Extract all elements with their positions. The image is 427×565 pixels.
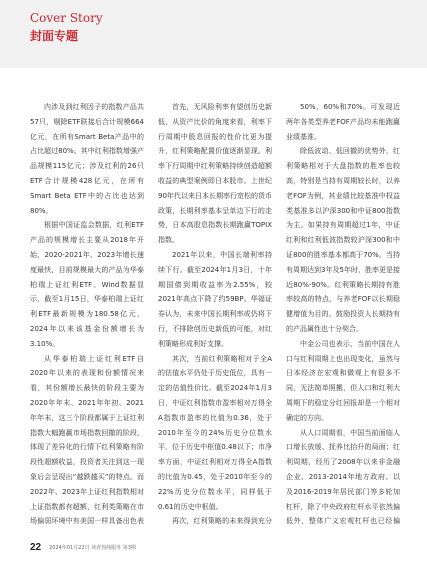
paragraph: 50%、60%和70%。可发现近两年各类型养老FOF产品均未能跑赢业绩基准。 [286, 103, 400, 141]
text-column-2 [158, 100, 272, 530]
section-title-en: Cover Story [30, 11, 103, 25]
paragraph: 其次，当前红利策略相对于全A的估值水平仍处于历史低位，具有一定的估值性价比。截至2024年1月3日，中证红利指数市盈率相对万得全A指数市盈率的比值为0.36，处于2010年至今的24%历史分位数水平，位于历史中枢值0.48以下；市净率方面，中证红利相对万得全A指数的比值为0.45，处于2010年至今的22%历史分位数水平，同样低于0.61的历史中枢值。 [158, 354, 272, 511]
page-number: 22 [30, 541, 42, 553]
paragraph: 除低波动、低回撤的优势外，红利策略相对于大盘指数的胜率也较高，特别是当持有周期较长时，以养老FOF为例，其业绩比较基准中权益类基准多以沪深300和中证800指数为主。如果持有周期超过1年，中证红利和红利低波指数较沪深300和中证800的胜率基本都高于70%。当持有周期达到3年及5年时，胜率更是接近80%-90%。红利策略长期持有胜率较高的特点，与养老FOF以长期稳健增值为目的、鼓励投资人长期持有的产品属性也十分契合。 [286, 147, 400, 333]
paragraph: 再次，红利策略的未来得到充分 [172, 517, 272, 526]
issue-info: 2024年01月22日 读者热线服务 第3期 [49, 544, 136, 551]
paragraph: 从人口周期看，中国当前面临人口增长放缓、抚养比抬升的局面；红利周期，经历了2008年以来非金融企业、2013-2014年地方政府、以及2016-2019年居民部门等多轮加杠杆，除了中央政府杠杆水平依然偏低外，整体广义宏观杠杆也已经偏 [286, 428, 400, 526]
paragraph: 首先，无风险利率有望创历史新低，从资产比价的角度来看，利率下行周期中股息回报的性价比更为提升，红利策略配置价值逐渐显现。利率下行周期中红利策略持续创造超额收益的典型案例即日本股市。上世纪90年代以来日本长期率行宽松的货币政策，长期利率基本呈单边下行的走势，日本高股息指数长期跑赢TOPIX指数。 [158, 103, 272, 245]
paragraph: 中金公司也表示，当前中国在人口与红利周期上也出现变化，虽然与日本经济在宏观和微观上有很多不同，无法简单照搬，但人口和红利大周期下的稳定分红回报却是一个相对确定的方向。 [286, 339, 400, 422]
paragraph: 从华泰柏瑞上证红利ETF自2020年以来的表现和份额情况来看，其份额增长最快的阶段主要为2020年年末、2021年年初、2021年年末，这三个阶段都属于上证红利指数大幅跑赢市场指数回撤的阶段，体现了差异化的行情下红利策略有阶段性超额收益，投资者关注到这一现象后会呈现出“越跌越买”的特点。而2022年、2023年上证红利指数相对上证指数都有超额，红利类策略在市场偏弱环境中有美国一样具备出色表 [30, 354, 144, 526]
page-footer [30, 541, 136, 553]
paragraph: 内涉及到红利因子的指数产品共57只，剔除ETF联接后合计规模664亿元，在所有Smart Beta产品中的占比超过80%。其中红利指数增强产品规模115亿元；涉及红利的26只ETF合计规模428亿元，在所有Smart Beta ETF中的占比也达到80%。 [30, 103, 144, 215]
text-column-1 [30, 100, 144, 530]
text-column-3 [286, 100, 400, 530]
paragraph: 2021年以来，中国长端利率持续下行。截至2024年1月3日，十年期国债到期收益率为2.55%，较2021年高点下降了约59BP。华福证券认为，未来中国长期利率或仍将下行，不排除创历史新低的可能，对红利策略形成利好支撑。 [158, 250, 272, 348]
section-title-cn: 封面专题 [30, 29, 79, 43]
paragraph: 根据中国证监会数据，红利ETF产品的规模增长主要从2018年开始，2020-2021年、2023年增长速度最快，目前规模最大的产品为华泰柏瑞上证红利ETF。Wind数据显示，截至1月15日，华泰柏瑞上证红利ETF最新规模为180.58亿元，2024年以来该基金份额增长为3.10%。 [30, 221, 144, 348]
